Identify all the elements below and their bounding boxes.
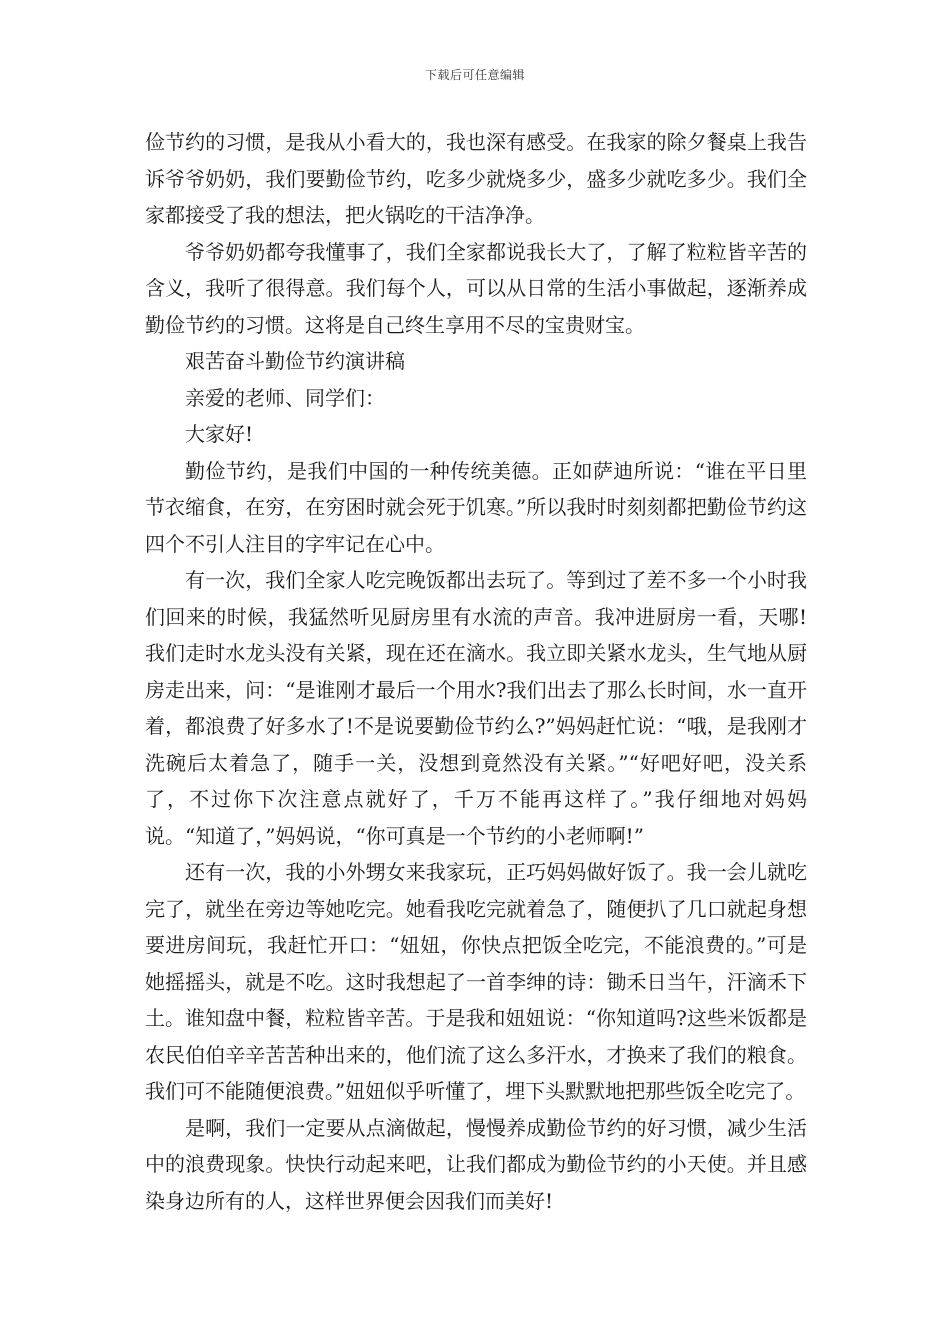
- paragraph: 勤俭节约，是我们中国的一种传统美德。正如萨迪所说：“谁在平日里节衣缩食，在穷，在穷困时就会死于饥寒。”所以我时时刻刻都把勤俭节约这四个不引人注目的字牢记在心中。: [145, 458, 807, 556]
- paragraph: 俭节约的习惯，是我从小看大的，我也深有感受。在我家的除夕餐桌上我告诉爷爷奶奶，我们要勤俭节约，吃多少就烧多少，盛多少就吃多少。我们全家都接受了我的想法，把火锅吃的干洁净净。: [145, 130, 807, 227]
- paragraph: 爷爷奶奶都夸我懂事了，我们全家都说我长大了，了解了粒粒皆辛苦的含义，我听了很得意。我们每个人，可以从日常的生活小事做起，逐渐养成勤俭节约的习惯。这将是自己终生享用不尽的宝贵财宝。: [145, 239, 807, 337]
- speech-title: 艰苦奋斗勤俭节约演讲稿: [185, 349, 405, 373]
- document-body: [145, 124, 807, 1219]
- greeting: 大家好!: [185, 422, 254, 446]
- page-header: 下载后可任意编辑: [424, 68, 525, 82]
- salutation: 亲爱的老师、同学们：: [185, 385, 385, 410]
- paragraph: 是啊，我们一定要从点滴做起，慢慢养成勤俭节约的好习惯，减少生活中的浪费现象。快快行动起来吧，让我们都成为勤俭节约的小天使。并且感染身边所有的人，这样世界便会因我们而美好!: [145, 1115, 807, 1213]
- paragraph: 还有一次，我的小外甥女来我家玩，正巧妈妈做好饭了。我一会儿就吃完了，就坐在旁边等她吃完。她看我吃完就着急了，随便扒了几口就起身想要进房间玩，我赶忙开口：“妞妞，你快点把饭全吃完，不能浪费的。”可是她摇摇头，就是不吃。这时我想起了一首李绅的诗：锄禾日当午，汗滴禾下土。谁知盘中餐，粒粒皆辛苦。于是我和妞妞说：“你知道吗?这些米饭都是农民伯伯辛辛苦苦种出来的，他们流了这么多汗水，才换来了我们的粮食。我们可不能随便浪费。”妞妞似乎听懂了，埋下头默默地把那些饭全吃完了。: [145, 860, 807, 1103]
- paragraph: 有一次，我们全家人吃完晚饭都出去玩了。等到过了差不多一个小时我们回来的时候，我猛然听见厨房里有水流的声音。我冲进厨房一看，天哪!我们走时水龙头没有关紧，现在还在滴水。我立即关紧水龙头，生气地从厨房走出来，问：“是谁刚才最后一个用水?我们出去了那么长时间，水一直开着，都浪费了好多水了!不是说要勤俭节约么?”妈妈赶忙说：“哦，是我刚才洗碗后太着急了，随手一关，没想到竟然没有关紧。”“好吧好吧，没关系了，不过你下次注意点就好了，千万不能再这样了。”我仔细地对妈妈说。“知道了，”妈妈说，“你可真是一个节约的小老师啊!”: [145, 568, 807, 848]
